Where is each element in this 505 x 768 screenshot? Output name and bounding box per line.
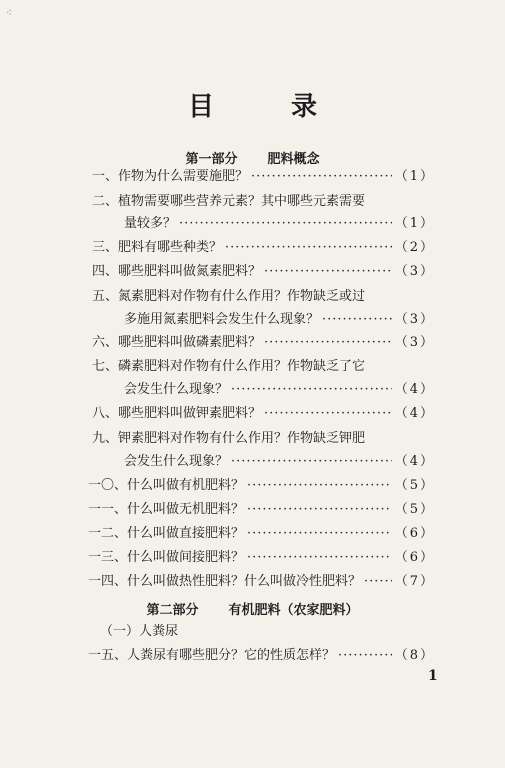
entry-page: （4） (394, 454, 435, 469)
leader-dots (247, 477, 392, 495)
entry-title: 什么叫做无机肥料？ (127, 502, 245, 517)
entry-title: 什么叫做热性肥料？什么叫做冷性肥料？ (127, 574, 362, 589)
entry-title: 氮素肥料对作物有什么作用？作物缺乏或过 (118, 289, 366, 304)
entry-page: （6） (394, 526, 435, 541)
entry-number: 九、 (92, 431, 119, 446)
leader-dots (231, 453, 392, 471)
entry-page: （8） (394, 648, 435, 663)
toc-entry (92, 405, 435, 423)
toc-entry (92, 193, 365, 211)
entry-title-continuation: 多施用氮素肥料会发生什么现象？ (124, 312, 320, 327)
entry-title: 什么叫做有机肥料？ (127, 478, 245, 493)
entry-title: 哪些肥料叫做钾素肥料？ (118, 406, 262, 421)
subsection-heading: （一）人粪尿 (100, 624, 179, 639)
entry-page: （5） (394, 502, 435, 517)
toc-entry (92, 358, 365, 376)
leader-dots (247, 549, 392, 567)
leader-dots (247, 501, 392, 519)
toc-entry-continuation (124, 311, 435, 329)
leader-dots (231, 381, 392, 399)
toc-entry (88, 647, 435, 665)
leader-dots (338, 647, 392, 665)
entry-title: 肥料有哪些种类？ (118, 240, 223, 255)
part2-name: 有机肥料（农家肥料） (228, 603, 359, 618)
leader-dots (264, 334, 392, 352)
entry-number: 一一、 (88, 502, 128, 517)
entry-number: 三、 (92, 240, 119, 255)
entry-page: （6） (394, 550, 435, 565)
toc-entry (92, 263, 435, 281)
entry-page: （2） (394, 240, 435, 255)
part1-label: 第一部分 (185, 152, 238, 167)
entry-title-continuation: 会发生什么现象？ (124, 454, 229, 469)
entry-number: 一三、 (88, 550, 128, 565)
entry-page: （3） (394, 312, 435, 327)
toc-entry (88, 573, 435, 591)
entry-number: 一、 (92, 169, 119, 184)
entry-page: （3） (394, 264, 435, 279)
entry-title: 什么叫做间接肥料？ (127, 550, 245, 565)
leader-dots (251, 168, 392, 186)
leader-dots (264, 263, 392, 281)
toc-entry (88, 501, 435, 519)
toc-entry-continuation (124, 381, 435, 399)
leader-dots (225, 239, 392, 257)
entry-number: 八、 (92, 406, 119, 421)
entry-title: 哪些肥料叫做氮素肥料？ (118, 264, 262, 279)
entry-title-continuation: 会发生什么现象？ (124, 382, 229, 397)
entry-title: 钾素肥料对作物有什么作用？作物缺乏钾肥 (118, 431, 366, 446)
toc-entry-continuation (124, 453, 435, 471)
entry-number: 一五、 (88, 648, 128, 663)
entry-title: 磷素肥料对作物有什么作用？作物缺乏了它 (118, 359, 366, 374)
entry-title-continuation: 量较多？ (124, 216, 177, 231)
leader-dots (179, 215, 392, 233)
part2-heading (0, 599, 505, 618)
part1-heading (0, 148, 505, 167)
page-title: 目 录 (187, 92, 352, 122)
entry-page: （1） (394, 169, 435, 184)
toc-entry (88, 525, 435, 543)
toc-entry (92, 239, 435, 257)
entry-number: 二、 (92, 194, 119, 209)
page-number: 1 (428, 668, 438, 684)
entry-title: 什么叫做直接肥料？ (127, 526, 245, 541)
entry-page: （4） (394, 382, 435, 397)
toc-entry (92, 288, 365, 306)
toc-entry (92, 430, 365, 448)
entry-title: 植物需要哪些营养元素？其中哪些元素需要 (118, 194, 366, 209)
entry-page: （1） (394, 216, 435, 231)
entry-page: （3） (394, 335, 435, 350)
entry-number: 五、 (92, 289, 119, 304)
entry-number: 七、 (92, 359, 119, 374)
page-stain: ⁖ (6, 8, 12, 19)
toc-entry (88, 549, 435, 567)
entry-title: 人粪尿有哪些肥分？它的性质怎样？ (127, 648, 336, 663)
entry-page: （4） (394, 406, 435, 421)
part1-name: 肥料概念 (267, 152, 320, 167)
entry-title: 哪些肥料叫做磷素肥料？ (118, 335, 262, 350)
toc-entry-continuation (124, 215, 435, 233)
entry-number: 一〇、 (88, 478, 128, 493)
entry-number: 一四、 (88, 574, 128, 589)
entry-title: 作物为什么需要施肥？ (118, 169, 249, 184)
entry-number: 六、 (92, 335, 119, 350)
toc-entry (92, 168, 435, 186)
entry-number: 一二、 (88, 526, 128, 541)
toc-entry (88, 477, 435, 495)
entry-page: （7） (394, 574, 435, 589)
part2-label: 第二部分 (146, 603, 199, 618)
leader-dots (264, 405, 392, 423)
toc-entry (92, 334, 435, 352)
leader-dots (322, 311, 392, 329)
leader-dots (247, 525, 392, 543)
leader-dots (364, 573, 392, 591)
entry-number: 四、 (92, 264, 119, 279)
entry-page: （5） (394, 478, 435, 493)
